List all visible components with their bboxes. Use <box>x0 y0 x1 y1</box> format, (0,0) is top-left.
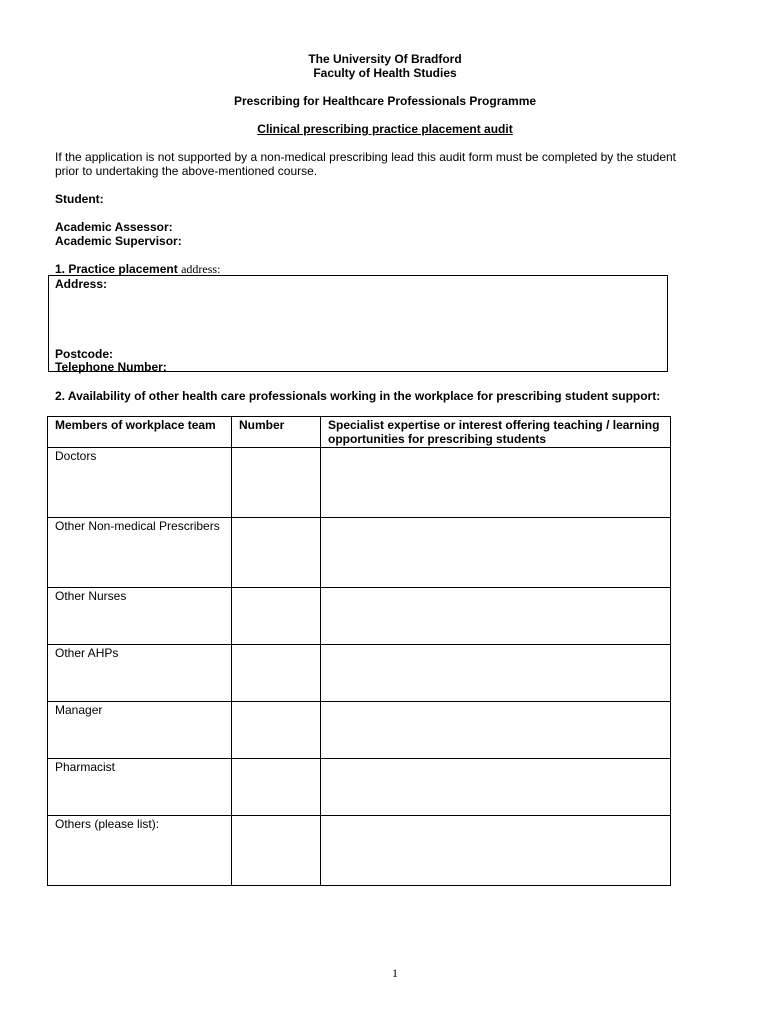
table-row <box>48 448 671 518</box>
academic-supervisor-label: Academic Supervisor: <box>55 234 182 248</box>
specialist-cell-pharmacist[interactable] <box>321 759 671 816</box>
faculty-name: Faculty of Health Studies <box>313 66 457 80</box>
specialist-cell-doctors[interactable] <box>321 448 671 518</box>
section1-heading-text: 1. Practice placement <box>55 262 178 276</box>
number-cell-manager[interactable] <box>232 702 321 759</box>
row-label-manager: Manager <box>48 702 232 759</box>
section1-heading-suffix: address: <box>181 262 221 276</box>
university-name: The University Of Bradford <box>308 52 462 66</box>
address-label: Address: <box>55 277 108 291</box>
academic-assessor-label: Academic Assessor: <box>55 220 173 234</box>
address-box[interactable] <box>48 275 668 372</box>
col-header-specialist: Specialist expertise or interest offering teaching / learning opportunities for prescribing students <box>321 417 671 448</box>
table-row <box>48 518 671 588</box>
row-label-nurses: Other Nurses <box>48 588 232 645</box>
workplace-members-table <box>47 416 671 886</box>
section2-heading: 2. Availability of other health care professionals working in the workplace for prescribing student support: <box>55 389 661 403</box>
number-cell-ahps[interactable] <box>232 645 321 702</box>
table-row <box>48 588 671 645</box>
col-header-members: Members of workplace team <box>48 417 232 448</box>
specialist-cell-nmp[interactable] <box>321 518 671 588</box>
specialist-cell-others[interactable] <box>321 816 671 886</box>
table-row <box>48 645 671 702</box>
number-cell-others[interactable] <box>232 816 321 886</box>
number-cell-nurses[interactable] <box>232 588 321 645</box>
table-header-row <box>48 417 671 448</box>
row-label-others: Others (please list): <box>48 816 232 886</box>
student-label: Student: <box>55 192 104 206</box>
row-label-doctors: Doctors <box>48 448 232 518</box>
intro-line-1: If the application is not supported by a non-medical prescribing lead this audit form must be completed by the student <box>55 150 677 164</box>
col-header-number: Number <box>232 417 321 448</box>
specialist-cell-manager[interactable] <box>321 702 671 759</box>
form-title: Clinical prescribing practice placement audit <box>257 122 513 136</box>
number-cell-doctors[interactable] <box>232 448 321 518</box>
intro-line-2: prior to undertaking the above-mentioned course. <box>55 164 318 178</box>
table-row <box>48 702 671 759</box>
specialist-cell-nurses[interactable] <box>321 588 671 645</box>
telephone-label: Telephone Number: <box>55 360 167 374</box>
programme-name: Prescribing for Healthcare Professionals Programme <box>233 94 537 108</box>
row-label-pharmacist: Pharmacist <box>48 759 232 816</box>
number-cell-pharmacist[interactable] <box>232 759 321 816</box>
postcode-label: Postcode: <box>55 347 114 361</box>
section1-heading <box>55 262 220 276</box>
row-label-ahps: Other AHPs <box>48 645 232 702</box>
table-row <box>48 816 671 886</box>
table-row <box>48 759 671 816</box>
number-cell-nmp[interactable] <box>232 518 321 588</box>
row-label-nmp: Other Non-medical Prescribers <box>48 518 232 588</box>
page-number: 1 <box>392 966 398 980</box>
specialist-cell-ahps[interactable] <box>321 645 671 702</box>
